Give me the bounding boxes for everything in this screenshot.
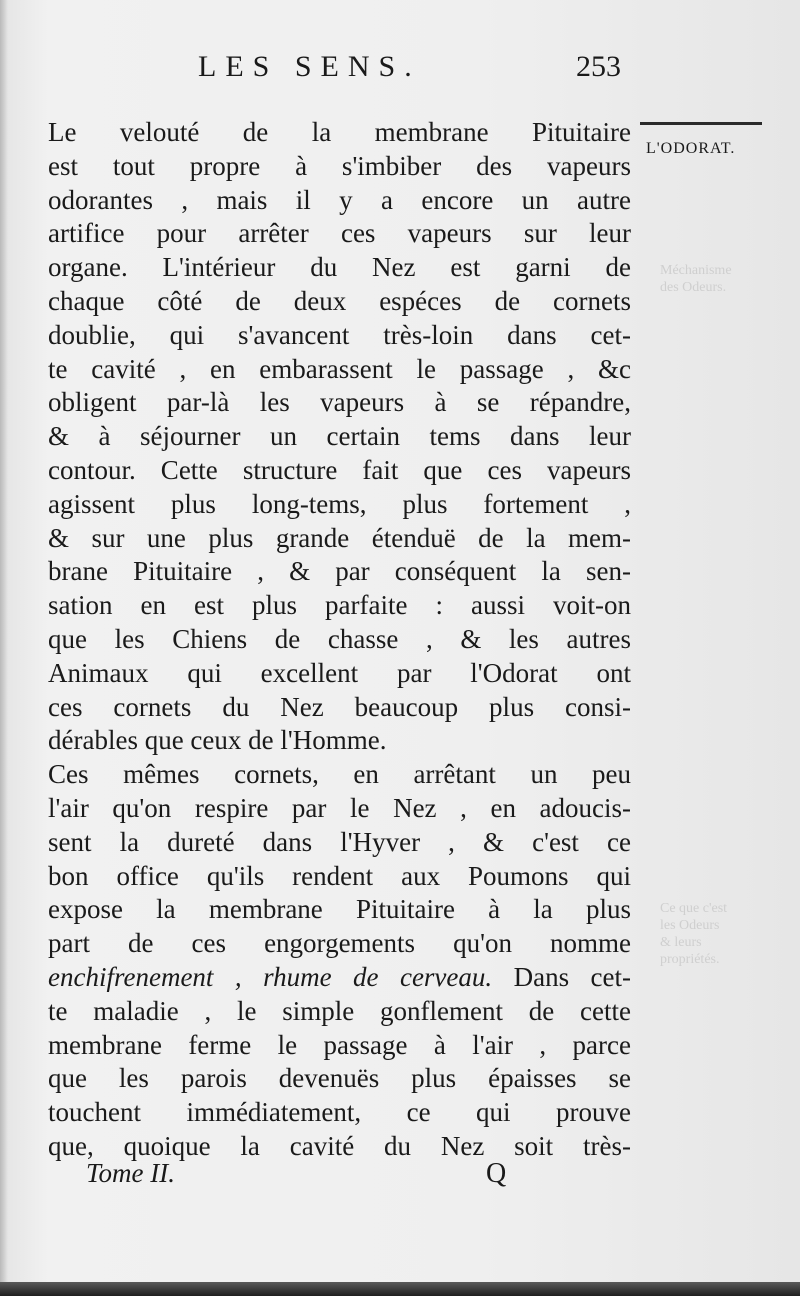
text-line: expose la membrane Pituitaire à la plus [48,894,631,925]
text-line: Animaux qui excellent par l'Odorat ont [48,657,631,688]
text-line: membrane ferme le passage à l'air , parce [48,1029,631,1060]
text-line: ces cornets du Nez beaucoup plus consi- [48,691,631,722]
show-through-text-upper: Méchanisme des Odeurs. [660,263,732,295]
margin-running-note: L'ODORAT. [646,140,736,157]
text-line: & sur une plus grande étenduë de la mem- [48,522,631,553]
text-line-paragraph-end: dérables que ceux de l'Homme. [48,725,387,756]
text-line-italic-terms [48,961,631,995]
volume-signature: Tome II. [86,1158,176,1188]
margin-rule [640,122,762,125]
text-line: chaque côté de deux espéces de cornets [48,285,631,316]
text-line: agissent plus long-tems, plus fortement , [48,488,631,519]
text-line: doublie, qui s'avancent très-loin dans cet- [48,319,631,350]
page-number: 253 [576,50,621,83]
text-line: que les parois devenuës plus épaisses se [48,1063,631,1094]
text-line: odorantes , mais il y a encore un autre [48,184,631,215]
text-line: l'air qu'on respire par le Nez , en adoucis- [48,792,631,823]
text-line: te cavité , en embarassent le passage , &c [48,353,631,384]
text-line: obligent par-là les vapeurs à se répandre, [48,387,631,418]
gathering-signature: Q [486,1158,507,1189]
text-line: Ces mêmes cornets, en arrêtant un peu [48,759,631,790]
text-line: contour. Cette structure fait que ces vapeurs [48,454,631,485]
text-line: touchent immédiatement, ce qui prouve [48,1097,631,1128]
text-line: que les Chiens de chasse , & les autres [48,623,631,654]
text-line: bon office qu'ils rendent aux Poumons qui [48,860,631,891]
running-head-title: LES SENS. [198,50,421,83]
text-line: sent la dureté dans l'Hyver , & c'est ce [48,826,631,857]
text-line: que, quoique la cavité du Nez soit très- [48,1130,631,1161]
text-line: est tout propre à s'imbiber des vapeurs [48,150,631,181]
text-line: artifice pour arrêter ces vapeurs sur leur [48,218,631,249]
text-line: part de ces engorgements qu'on nomme [48,928,631,959]
text-line: & à séjourner un certain tems dans leur [48,421,631,452]
text-line: sation en est plus parfaite : aussi voit-on [48,590,631,621]
text-line: brane Pituitaire , & par conséquent la sen- [48,556,631,587]
show-through-text-lower: Ce que c'est les Odeurs & leurs propriétés. [660,901,728,967]
italic-line-remainder: Dans cet- [492,961,632,992]
text-line: organe. L'intérieur du Nez est garni de [48,252,631,283]
text-line: te maladie , le simple gonflement de cette [48,995,631,1026]
body-text [48,116,631,1164]
italic-terms: enchifrenement , rhume de cerveau. [48,961,493,992]
text-line: Le velouté de la membrane Pituitaire [48,117,631,147]
